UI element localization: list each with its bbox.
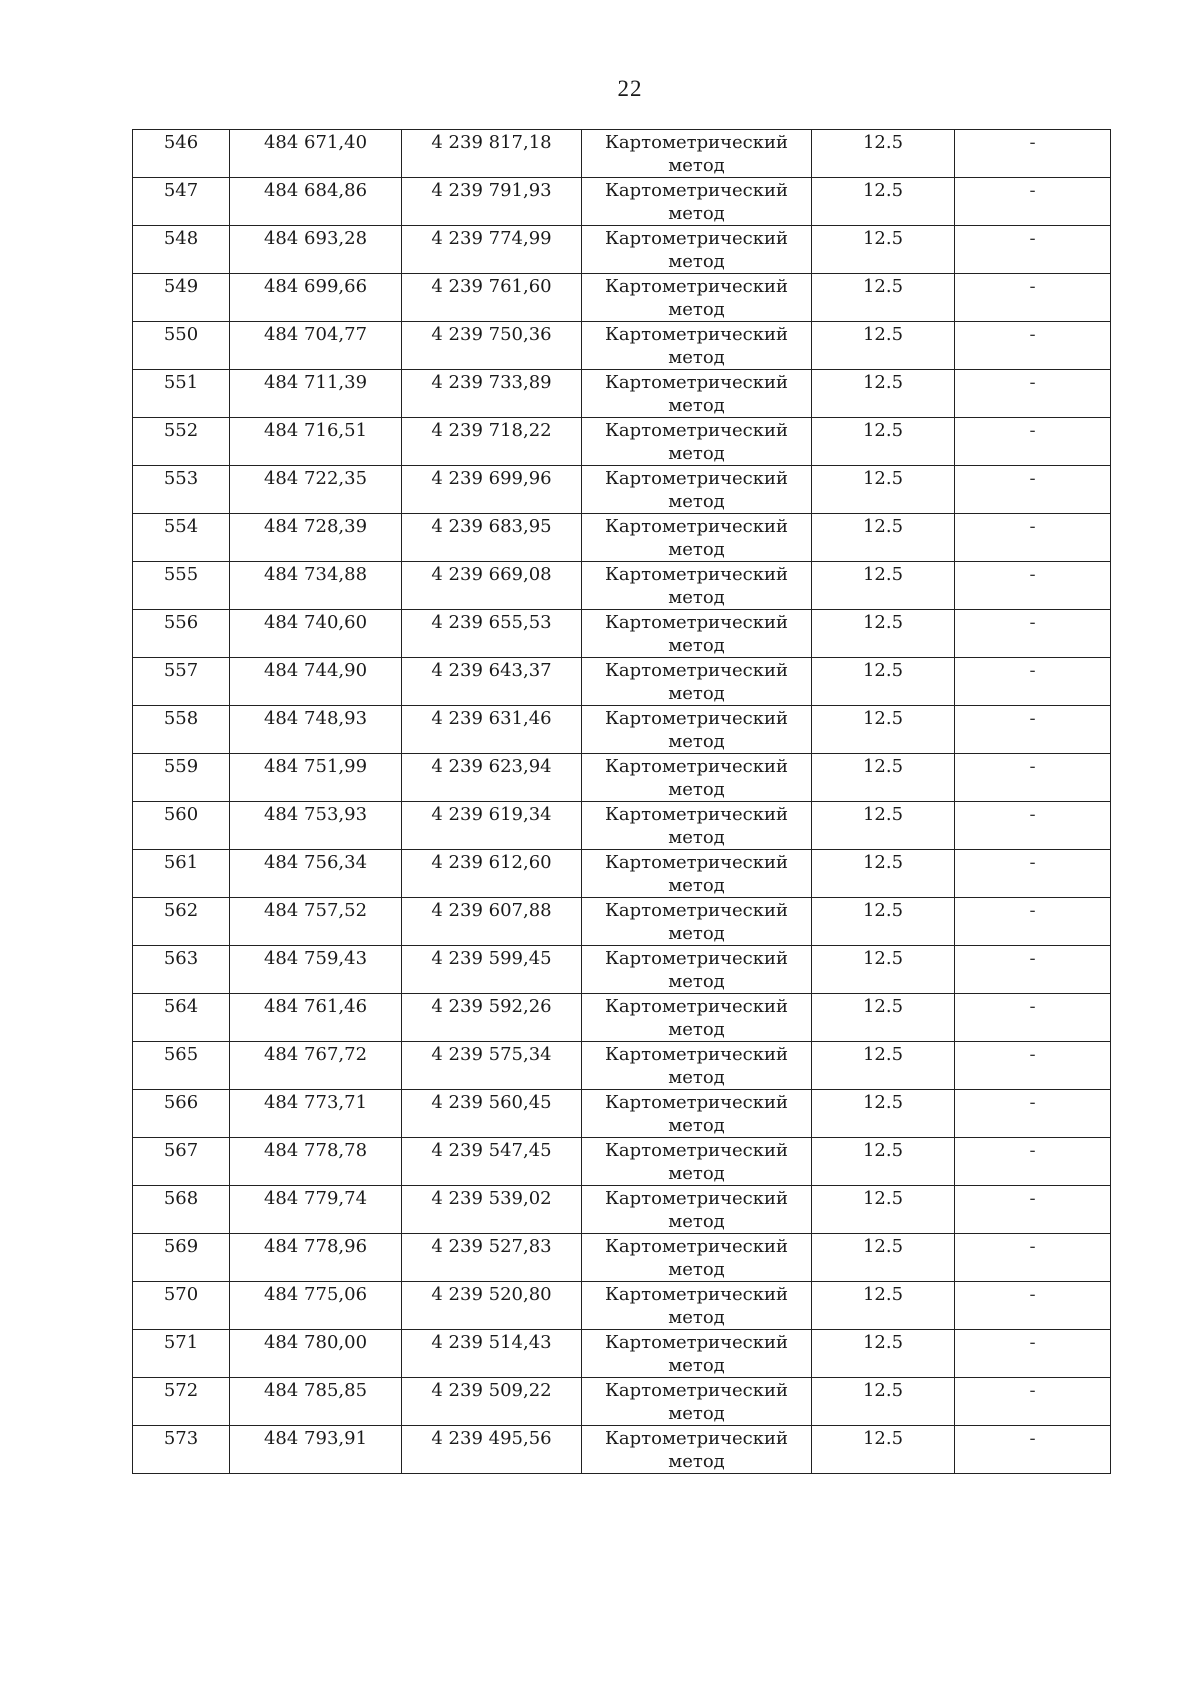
accuracy-cell: 12.5	[812, 658, 955, 706]
x-coordinate-cell: 484 785,85	[230, 1378, 402, 1426]
accuracy-cell: 12.5	[812, 754, 955, 802]
point-number-cell: 564	[133, 994, 230, 1042]
point-number-cell: 572	[133, 1378, 230, 1426]
x-coordinate-cell: 484 693,28	[230, 226, 402, 274]
point-number-cell: 562	[133, 898, 230, 946]
x-coordinate-cell: 484 748,93	[230, 706, 402, 754]
accuracy-cell: 12.5	[812, 370, 955, 418]
y-coordinate-cell: 4 239 509,22	[402, 1378, 582, 1426]
point-number-cell: 556	[133, 610, 230, 658]
x-coordinate-cell: 484 704,77	[230, 322, 402, 370]
y-coordinate-cell: 4 239 817,18	[402, 130, 582, 178]
x-coordinate-cell: 484 775,06	[230, 1282, 402, 1330]
table-row	[133, 1234, 1111, 1282]
y-coordinate-cell: 4 239 791,93	[402, 178, 582, 226]
accuracy-cell: 12.5	[812, 610, 955, 658]
x-coordinate-cell: 484 759,43	[230, 946, 402, 994]
y-coordinate-cell: 4 239 750,36	[402, 322, 582, 370]
table-row	[133, 370, 1111, 418]
note-cell: -	[955, 1138, 1111, 1186]
accuracy-cell: 12.5	[812, 130, 955, 178]
accuracy-cell: 12.5	[812, 898, 955, 946]
table-row	[133, 1042, 1111, 1090]
note-cell: -	[955, 610, 1111, 658]
method-cell: Картометрический метод	[582, 994, 812, 1042]
note-cell: -	[955, 994, 1111, 1042]
coordinates-table-body	[133, 130, 1111, 1474]
y-coordinate-cell: 4 239 761,60	[402, 274, 582, 322]
point-number-cell: 567	[133, 1138, 230, 1186]
method-cell: Картометрический метод	[582, 466, 812, 514]
method-cell: Картометрический метод	[582, 370, 812, 418]
accuracy-cell: 12.5	[812, 322, 955, 370]
method-cell: Картометрический метод	[582, 322, 812, 370]
y-coordinate-cell: 4 239 631,46	[402, 706, 582, 754]
accuracy-cell: 12.5	[812, 1042, 955, 1090]
note-cell: -	[955, 1378, 1111, 1426]
y-coordinate-cell: 4 239 733,89	[402, 370, 582, 418]
point-number-cell: 559	[133, 754, 230, 802]
note-cell: -	[955, 1186, 1111, 1234]
method-cell: Картометрический метод	[582, 850, 812, 898]
x-coordinate-cell: 484 778,96	[230, 1234, 402, 1282]
table-row	[133, 274, 1111, 322]
x-coordinate-cell: 484 734,88	[230, 562, 402, 610]
table-row	[133, 1426, 1111, 1474]
note-cell: -	[955, 754, 1111, 802]
point-number-cell: 558	[133, 706, 230, 754]
note-cell: -	[955, 1282, 1111, 1330]
coordinates-table	[132, 129, 1111, 1474]
method-cell: Картометрический метод	[582, 802, 812, 850]
y-coordinate-cell: 4 239 655,53	[402, 610, 582, 658]
table-row	[133, 514, 1111, 562]
table-row	[133, 1090, 1111, 1138]
y-coordinate-cell: 4 239 520,80	[402, 1282, 582, 1330]
table-row	[133, 1378, 1111, 1426]
accuracy-cell: 12.5	[812, 514, 955, 562]
table-row	[133, 994, 1111, 1042]
method-cell: Картометрический метод	[582, 1138, 812, 1186]
x-coordinate-cell: 484 767,72	[230, 1042, 402, 1090]
method-cell: Картометрический метод	[582, 1282, 812, 1330]
y-coordinate-cell: 4 239 527,83	[402, 1234, 582, 1282]
accuracy-cell: 12.5	[812, 850, 955, 898]
table-row	[133, 610, 1111, 658]
note-cell: -	[955, 658, 1111, 706]
point-number-cell: 565	[133, 1042, 230, 1090]
y-coordinate-cell: 4 239 619,34	[402, 802, 582, 850]
point-number-cell: 547	[133, 178, 230, 226]
accuracy-cell: 12.5	[812, 178, 955, 226]
y-coordinate-cell: 4 239 592,26	[402, 994, 582, 1042]
point-number-cell: 570	[133, 1282, 230, 1330]
method-cell: Картометрический метод	[582, 1426, 812, 1474]
x-coordinate-cell: 484 711,39	[230, 370, 402, 418]
method-cell: Картометрический метод	[582, 1234, 812, 1282]
note-cell: -	[955, 706, 1111, 754]
note-cell: -	[955, 850, 1111, 898]
method-cell: Картометрический метод	[582, 562, 812, 610]
x-coordinate-cell: 484 728,39	[230, 514, 402, 562]
method-cell: Картометрический метод	[582, 130, 812, 178]
x-coordinate-cell: 484 779,74	[230, 1186, 402, 1234]
table-row	[133, 226, 1111, 274]
table-row	[133, 322, 1111, 370]
table-row	[133, 1186, 1111, 1234]
accuracy-cell: 12.5	[812, 1378, 955, 1426]
note-cell: -	[955, 418, 1111, 466]
table-row	[133, 1330, 1111, 1378]
point-number-cell: 569	[133, 1234, 230, 1282]
table-row	[133, 1282, 1111, 1330]
point-number-cell: 553	[133, 466, 230, 514]
note-cell: -	[955, 1426, 1111, 1474]
y-coordinate-cell: 4 239 514,43	[402, 1330, 582, 1378]
point-number-cell: 571	[133, 1330, 230, 1378]
note-cell: -	[955, 946, 1111, 994]
table-row	[133, 658, 1111, 706]
accuracy-cell: 12.5	[812, 1426, 955, 1474]
note-cell: -	[955, 562, 1111, 610]
accuracy-cell: 12.5	[812, 418, 955, 466]
table-row	[133, 754, 1111, 802]
x-coordinate-cell: 484 671,40	[230, 130, 402, 178]
point-number-cell: 551	[133, 370, 230, 418]
method-cell: Картометрический метод	[582, 1330, 812, 1378]
x-coordinate-cell: 484 751,99	[230, 754, 402, 802]
method-cell: Картометрический метод	[582, 754, 812, 802]
method-cell: Картометрический метод	[582, 658, 812, 706]
table-row	[133, 178, 1111, 226]
x-coordinate-cell: 484 716,51	[230, 418, 402, 466]
page-number: 22	[617, 76, 643, 101]
accuracy-cell: 12.5	[812, 1330, 955, 1378]
note-cell: -	[955, 274, 1111, 322]
accuracy-cell: 12.5	[812, 1138, 955, 1186]
x-coordinate-cell: 484 722,35	[230, 466, 402, 514]
table-row	[133, 130, 1111, 178]
table-row	[133, 466, 1111, 514]
table-row	[133, 1138, 1111, 1186]
point-number-cell: 568	[133, 1186, 230, 1234]
point-number-cell: 573	[133, 1426, 230, 1474]
y-coordinate-cell: 4 239 560,45	[402, 1090, 582, 1138]
note-cell: -	[955, 1042, 1111, 1090]
accuracy-cell: 12.5	[812, 1282, 955, 1330]
x-coordinate-cell: 484 793,91	[230, 1426, 402, 1474]
x-coordinate-cell: 484 780,00	[230, 1330, 402, 1378]
x-coordinate-cell: 484 778,78	[230, 1138, 402, 1186]
accuracy-cell: 12.5	[812, 466, 955, 514]
table-row	[133, 418, 1111, 466]
point-number-cell: 554	[133, 514, 230, 562]
method-cell: Картометрический метод	[582, 178, 812, 226]
method-cell: Картометрический метод	[582, 418, 812, 466]
y-coordinate-cell: 4 239 718,22	[402, 418, 582, 466]
method-cell: Картометрический метод	[582, 1378, 812, 1426]
note-cell: -	[955, 322, 1111, 370]
method-cell: Картометрический метод	[582, 274, 812, 322]
y-coordinate-cell: 4 239 599,45	[402, 946, 582, 994]
x-coordinate-cell: 484 740,60	[230, 610, 402, 658]
x-coordinate-cell: 484 757,52	[230, 898, 402, 946]
accuracy-cell: 12.5	[812, 994, 955, 1042]
y-coordinate-cell: 4 239 683,95	[402, 514, 582, 562]
accuracy-cell: 12.5	[812, 274, 955, 322]
note-cell: -	[955, 370, 1111, 418]
note-cell: -	[955, 466, 1111, 514]
table-row	[133, 850, 1111, 898]
x-coordinate-cell: 484 684,86	[230, 178, 402, 226]
point-number-cell: 557	[133, 658, 230, 706]
y-coordinate-cell: 4 239 547,45	[402, 1138, 582, 1186]
method-cell: Картометрический метод	[582, 946, 812, 994]
point-number-cell: 552	[133, 418, 230, 466]
table-row	[133, 706, 1111, 754]
method-cell: Картометрический метод	[582, 514, 812, 562]
point-number-cell: 555	[133, 562, 230, 610]
accuracy-cell: 12.5	[812, 1090, 955, 1138]
method-cell: Картометрический метод	[582, 898, 812, 946]
x-coordinate-cell: 484 756,34	[230, 850, 402, 898]
point-number-cell: 549	[133, 274, 230, 322]
y-coordinate-cell: 4 239 612,60	[402, 850, 582, 898]
x-coordinate-cell: 484 753,93	[230, 802, 402, 850]
method-cell: Картометрический метод	[582, 1042, 812, 1090]
y-coordinate-cell: 4 239 699,96	[402, 466, 582, 514]
note-cell: -	[955, 514, 1111, 562]
accuracy-cell: 12.5	[812, 1234, 955, 1282]
note-cell: -	[955, 1090, 1111, 1138]
y-coordinate-cell: 4 239 539,02	[402, 1186, 582, 1234]
method-cell: Картометрический метод	[582, 706, 812, 754]
point-number-cell: 561	[133, 850, 230, 898]
note-cell: -	[955, 178, 1111, 226]
y-coordinate-cell: 4 239 774,99	[402, 226, 582, 274]
x-coordinate-cell: 484 773,71	[230, 1090, 402, 1138]
method-cell: Картометрический метод	[582, 1186, 812, 1234]
y-coordinate-cell: 4 239 623,94	[402, 754, 582, 802]
note-cell: -	[955, 226, 1111, 274]
accuracy-cell: 12.5	[812, 562, 955, 610]
y-coordinate-cell: 4 239 643,37	[402, 658, 582, 706]
method-cell: Картометрический метод	[582, 610, 812, 658]
point-number-cell: 546	[133, 130, 230, 178]
point-number-cell: 560	[133, 802, 230, 850]
table-row	[133, 802, 1111, 850]
note-cell: -	[955, 130, 1111, 178]
point-number-cell: 548	[133, 226, 230, 274]
note-cell: -	[955, 898, 1111, 946]
y-coordinate-cell: 4 239 495,56	[402, 1426, 582, 1474]
y-coordinate-cell: 4 239 669,08	[402, 562, 582, 610]
accuracy-cell: 12.5	[812, 1186, 955, 1234]
y-coordinate-cell: 4 239 607,88	[402, 898, 582, 946]
accuracy-cell: 12.5	[812, 226, 955, 274]
note-cell: -	[955, 802, 1111, 850]
point-number-cell: 550	[133, 322, 230, 370]
table-row	[133, 562, 1111, 610]
point-number-cell: 566	[133, 1090, 230, 1138]
x-coordinate-cell: 484 744,90	[230, 658, 402, 706]
accuracy-cell: 12.5	[812, 946, 955, 994]
method-cell: Картометрический метод	[582, 1090, 812, 1138]
note-cell: -	[955, 1234, 1111, 1282]
accuracy-cell: 12.5	[812, 706, 955, 754]
note-cell: -	[955, 1330, 1111, 1378]
table-row	[133, 898, 1111, 946]
point-number-cell: 563	[133, 946, 230, 994]
x-coordinate-cell: 484 761,46	[230, 994, 402, 1042]
y-coordinate-cell: 4 239 575,34	[402, 1042, 582, 1090]
method-cell: Картометрический метод	[582, 226, 812, 274]
x-coordinate-cell: 484 699,66	[230, 274, 402, 322]
accuracy-cell: 12.5	[812, 802, 955, 850]
table-row	[133, 946, 1111, 994]
